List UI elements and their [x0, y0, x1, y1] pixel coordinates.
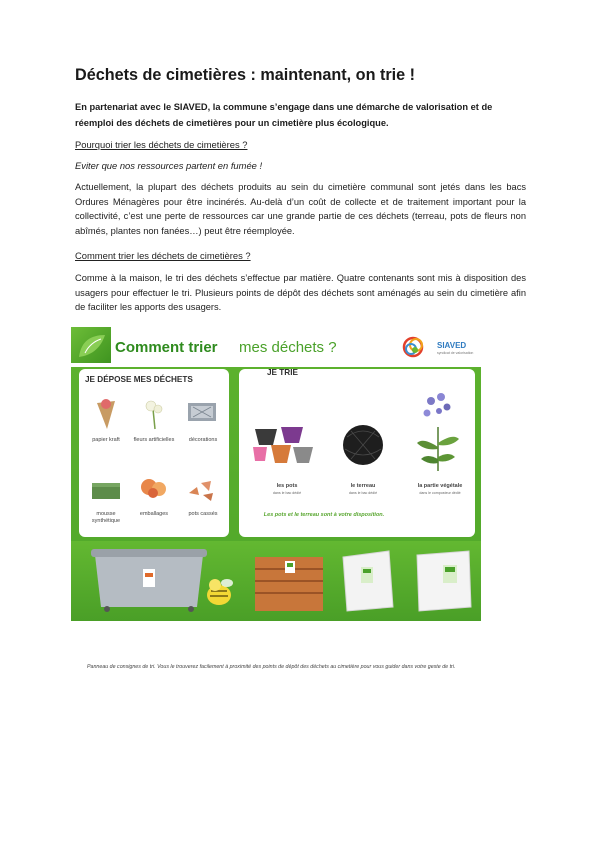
item-label-kraft: papier kraft	[92, 437, 120, 443]
item-label-foam: mousse synthétique	[91, 511, 121, 524]
grey-bin-icon	[89, 545, 209, 613]
bee-mascot-icon	[199, 571, 239, 611]
sort-sub-soil: dans le bac dédié	[348, 491, 378, 495]
sort-label-plant: la partie végétale	[417, 483, 463, 489]
broken-pots-icon	[185, 475, 219, 503]
foam-icon	[89, 477, 123, 503]
section2-heading: Comment trier les déchets de cimetières ?	[75, 250, 251, 261]
compost-bin-icon	[413, 547, 475, 613]
white-bin-icon	[339, 547, 397, 613]
intro-paragraph: En partenariat avec le SIAVED, la commune s’engage dans une démarche de valorisation et de réemploi des déchets de cimetières pour un cimetière plus écologique.	[75, 102, 493, 128]
poster-title-rest: mes déchets ?	[239, 339, 337, 356]
logo-text: SIAVED	[437, 341, 467, 350]
leaf-decoration	[71, 327, 111, 363]
page-title: Déchets de cimetières : maintenant, on trie !	[75, 66, 416, 84]
sort-heading: JE TRIE	[267, 368, 298, 377]
deposit-panel	[79, 369, 229, 537]
sort-label-pots: les pots	[276, 483, 298, 489]
item-label-broken-pots: pots cassés	[188, 511, 218, 517]
kraft-paper-icon	[91, 397, 121, 431]
sort-panel	[239, 369, 475, 537]
packaging-icon	[137, 473, 171, 503]
pots-note: Les pots et le terreau sont à votre disposition.	[263, 512, 385, 518]
artificial-flowers-icon	[139, 397, 169, 431]
sorting-poster	[71, 327, 481, 621]
decorations-icon	[185, 397, 219, 427]
wooden-crate-icon	[251, 547, 327, 613]
containers-strip	[71, 541, 481, 621]
poster-caption: Panneau de consignes de tri. Vous le trouverez facilement à proximité des points de dépôt des déchets au cimetière pour vous guider dans votre geste de tri.	[87, 664, 456, 670]
item-label-flowers: fleurs artificielles	[133, 437, 175, 443]
item-label-packaging: emballages	[139, 511, 169, 517]
logo-tagline: syndicat de valorisation	[437, 351, 474, 355]
section1-body: Actuellement, la plupart des déchets produits au sein du cimetière communal sont jetés dans les bacs Ordures Ménagères pour être incinérés. Au-delà d’un coût de collecte et de traitement important pour la collectivité, c’est une perte de ressources car une grande partie de ces déchets (terreau, pots de fleurs non abîmés, plantes non fanées…) peut être réemployée.	[75, 182, 526, 236]
sort-sub-pots: dans le bac dédié	[272, 491, 302, 495]
item-label-decorations: décorations	[188, 437, 218, 443]
sort-sub-plant: dans le composteur dédié	[419, 491, 461, 495]
plastic-pots-icon	[251, 419, 321, 467]
deposit-heading: JE DÉPOSE MES DÉCHETS	[85, 375, 193, 384]
poster-title-strong: Comment trier	[115, 339, 218, 356]
plant-icon	[411, 387, 465, 473]
section2-body: Comme à la maison, le tri des déchets s’effectue par matière. Quatre contenants sont mis à disposition des usagers pour effectuer le tri. Plusieurs points de dépôt des déchets sont aménagés au sein du cimetière afin de faciliter les apports des usagers.	[75, 273, 526, 313]
sort-label-soil: le terreau	[350, 483, 376, 489]
section1-heading: Pourquoi trier les déchets de cimetières ?	[75, 139, 248, 150]
soil-icon	[335, 415, 391, 471]
section1-tagline: Eviter que nos ressources partent en fumée !	[75, 160, 263, 171]
